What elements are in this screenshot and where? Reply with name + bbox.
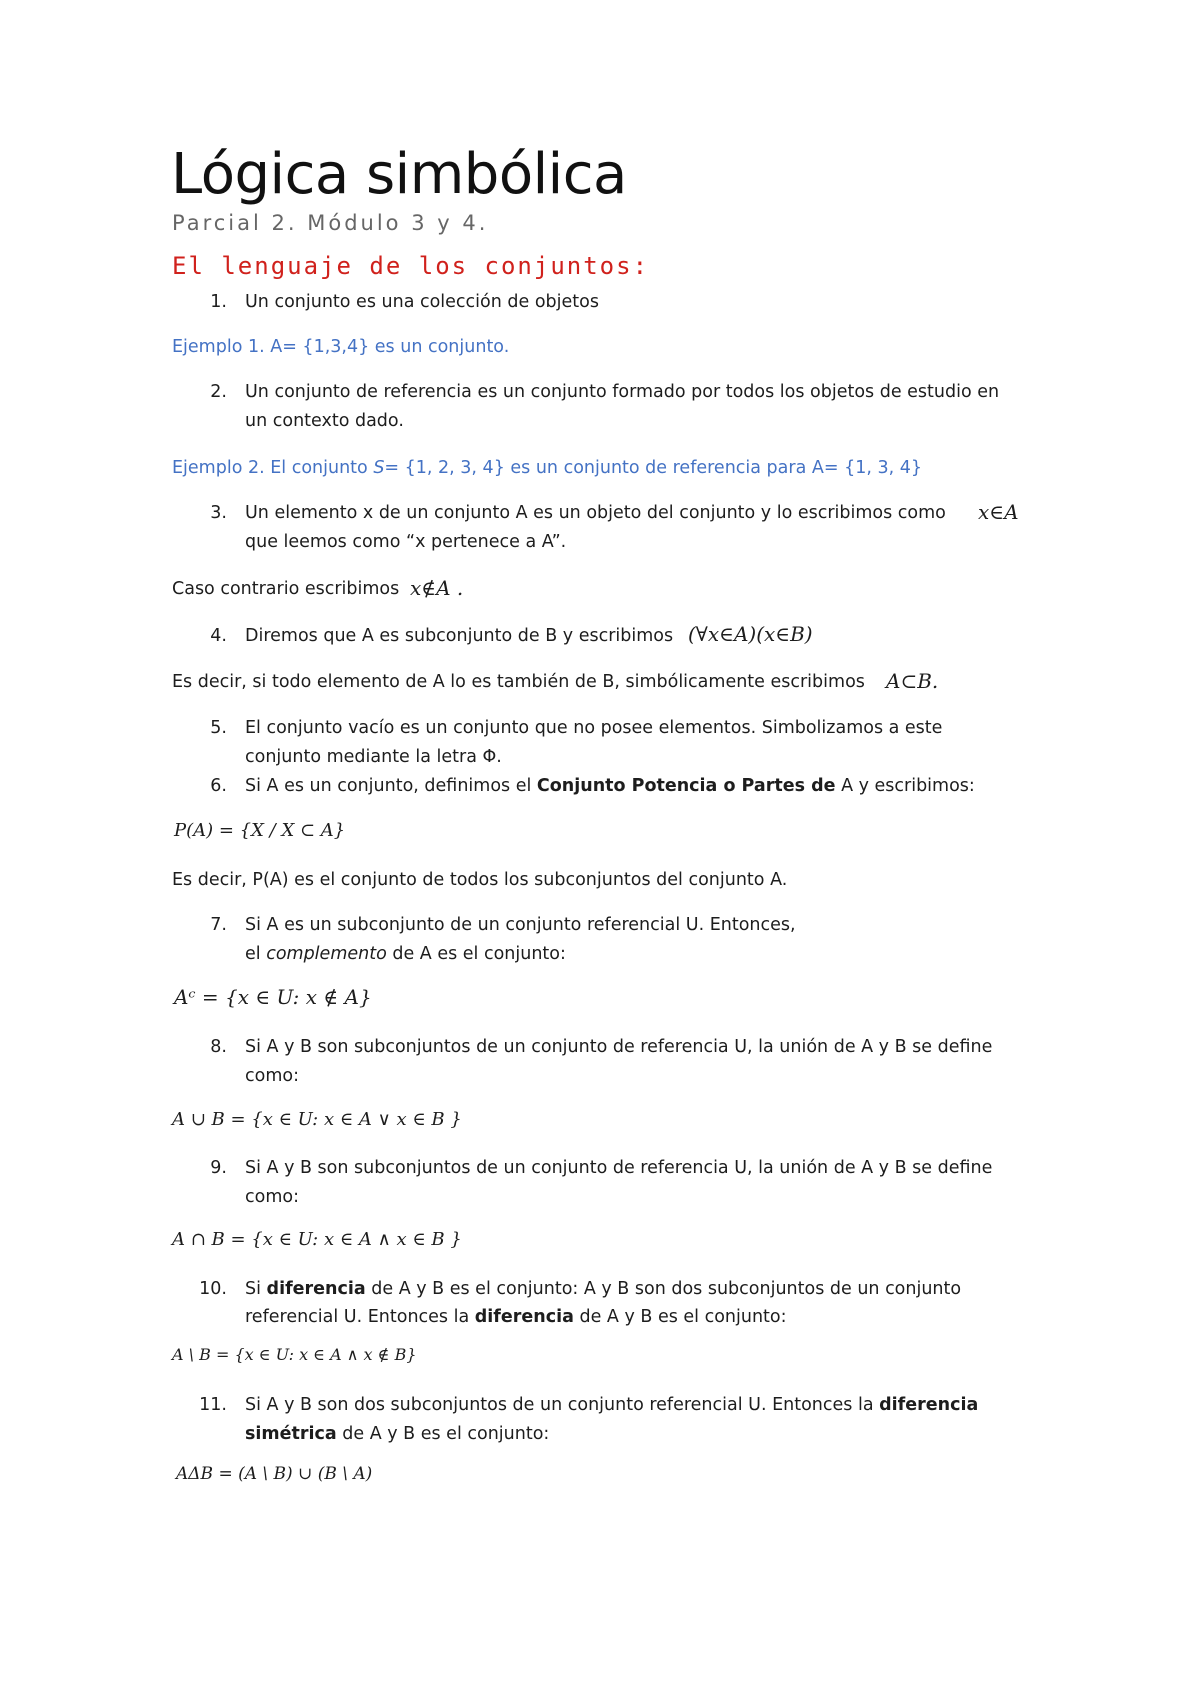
list-number: 7. bbox=[210, 915, 227, 935]
document-subtitle: Parcial 2. Módulo 3 y 4. bbox=[172, 211, 489, 235]
term-bold: Conjunto Potencia o Partes de bbox=[536, 776, 836, 796]
formula-difference: A \ B = {x ∈ U: x ∈ A ∧ x ∉ B} bbox=[172, 1345, 417, 1364]
body-text: Es decir, P(A) es el conjunto de todos los subconjuntos del conjunto A. bbox=[172, 870, 788, 890]
text-part: A y escribimos: bbox=[835, 776, 975, 796]
list-number: 5. bbox=[210, 718, 227, 738]
list-number: 8. bbox=[210, 1037, 227, 1057]
text-part: Si A es un conjunto, definimos el bbox=[245, 776, 537, 796]
term-bold: simétrica bbox=[245, 1424, 337, 1444]
list-item-text: como: bbox=[245, 1066, 299, 1086]
math-expression: A⊂B. bbox=[886, 669, 939, 693]
list-number: 11. bbox=[199, 1395, 227, 1415]
formula-symmetric-difference: AΔB = (A \ B) ∪ (B \ A) bbox=[176, 1464, 373, 1484]
list-item-text: Un conjunto de referencia es un conjunto formado por todos los objetos de estudio en bbox=[245, 382, 1000, 402]
text-part: el bbox=[245, 944, 267, 964]
section-heading: El lenguaje de los conjuntos: bbox=[172, 252, 650, 280]
text-part: de A es el conjunto: bbox=[386, 944, 566, 964]
list-item-text: Si A y B son subconjuntos de un conjunto de referencia U, la unión de A y B se define bbox=[245, 1158, 993, 1178]
term-italic: complemento bbox=[266, 944, 387, 964]
list-item-text: Diremos que A es subconjunto de B y escribimos bbox=[245, 626, 674, 646]
text-part: de A y B es el conjunto: bbox=[336, 1424, 550, 1444]
example-text-part: = {1, 2, 3, 4} es un conjunto de referencia para A= {1, 3, 4} bbox=[384, 458, 922, 478]
list-number: 9. bbox=[210, 1158, 227, 1178]
math-expression: x∈A bbox=[978, 500, 1019, 524]
list-item-text: Un elemento x de un conjunto A es un objeto del conjunto y lo escribimos como bbox=[245, 503, 946, 523]
math-expression: (∀x∈A)(x∈B) bbox=[688, 622, 813, 646]
term-bold: diferencia bbox=[266, 1279, 366, 1299]
list-item-text: conjunto mediante la letra Φ. bbox=[245, 747, 502, 767]
list-number: 6. bbox=[210, 776, 227, 796]
list-item-text bbox=[245, 944, 566, 964]
formula-union: A ∪ B = {x ∈ U: x ∈ A ∨ x ∈ B } bbox=[172, 1109, 462, 1130]
text-part: de A y B es el conjunto: bbox=[573, 1307, 787, 1327]
list-number: 4. bbox=[210, 626, 227, 646]
example-text: Ejemplo 1. A= {1,3,4} es un conjunto. bbox=[172, 337, 510, 357]
list-item-text: Si A es un subconjunto de un conjunto referencial U. Entonces, bbox=[245, 915, 796, 935]
formula-complement: Aᶜ = {x ∈ U: x ∉ A} bbox=[174, 985, 372, 1009]
body-text: Es decir, si todo elemento de A lo es también de B, simbólicamente escribimos bbox=[172, 672, 865, 692]
list-item-text: El conjunto vacío es un conjunto que no posee elementos. Simbolizamos a este bbox=[245, 718, 943, 738]
text-part: Si A y B son dos subconjuntos de un conjunto referencial U. Entonces la bbox=[245, 1395, 880, 1415]
document-title: Lógica simbólica bbox=[171, 142, 627, 207]
example-var: S bbox=[373, 458, 385, 478]
formula-intersection: A ∩ B = {x ∈ U: x ∈ A ∧ x ∈ B } bbox=[172, 1229, 462, 1250]
term-bold: diferencia bbox=[879, 1395, 979, 1415]
list-item-text bbox=[245, 1307, 787, 1327]
example-text bbox=[172, 458, 922, 478]
example-text-part: Ejemplo 2. El conjunto bbox=[172, 458, 374, 478]
list-number: 10. bbox=[199, 1279, 227, 1299]
list-item-text: Un conjunto es una colección de objetos bbox=[245, 292, 599, 312]
formula-power-set: P(A) = {X / X ⊂ A} bbox=[174, 820, 346, 841]
list-item-text bbox=[245, 1424, 549, 1444]
list-number: 1. bbox=[210, 292, 227, 312]
term-bold: diferencia bbox=[474, 1307, 574, 1327]
list-number: 3. bbox=[210, 503, 227, 523]
math-expression: x∉A . bbox=[410, 576, 464, 600]
list-item-text: que leemos como “x pertenece a A”. bbox=[245, 532, 567, 552]
text-part: de A y B es el conjunto: A y B son dos subconjuntos de un conjunto bbox=[365, 1279, 962, 1299]
list-item-text: como: bbox=[245, 1187, 299, 1207]
body-text: Caso contrario escribimos bbox=[172, 579, 400, 599]
text-part: referencial U. Entonces la bbox=[245, 1307, 475, 1327]
list-item-text bbox=[245, 1279, 961, 1299]
list-item-text bbox=[245, 1395, 978, 1415]
list-number: 2. bbox=[210, 382, 227, 402]
list-item-text: Si A y B son subconjuntos de un conjunto de referencia U, la unión de A y B se define bbox=[245, 1037, 993, 1057]
text-part: Si bbox=[245, 1279, 267, 1299]
list-item-text bbox=[245, 776, 975, 796]
list-item-text: un contexto dado. bbox=[245, 411, 404, 431]
